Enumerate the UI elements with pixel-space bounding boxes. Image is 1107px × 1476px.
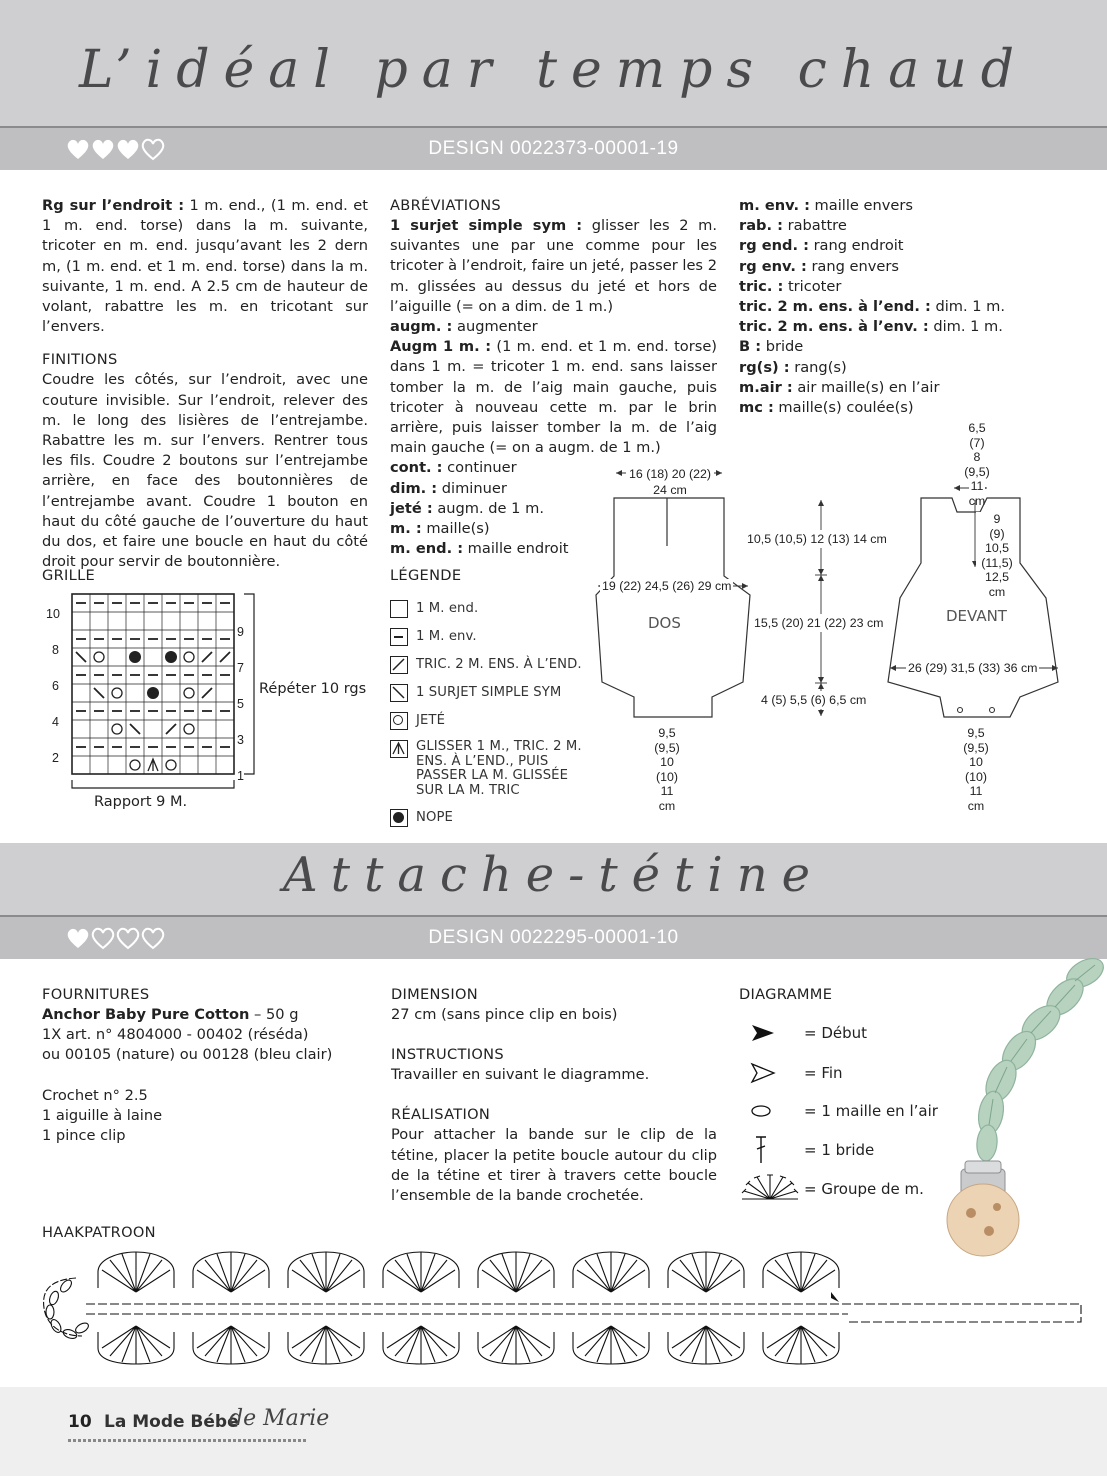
height-measure-2: 15,5 (20) 21 (22) 23 cm	[754, 616, 884, 630]
start-arrow-icon	[740, 1023, 796, 1043]
crochet-chart	[36, 1248, 1086, 1366]
diagram-group: = Groupe de m.	[740, 1173, 924, 1205]
brand-script: de Marie	[229, 1406, 330, 1431]
footer-underline	[68, 1439, 308, 1442]
abbr-item: m. : maille(s)	[390, 520, 490, 538]
grille-heading: GRILLE	[42, 567, 96, 584]
shell-group-icon	[740, 1173, 800, 1205]
legend-k2tog: TRIC. 2 M. ENS. À L’END.	[390, 656, 582, 674]
abbr-item: m. end. : maille endroit	[390, 540, 569, 558]
abbr-item: m. env. : maille envers	[739, 197, 913, 214]
finitions-text: Coudre les côtés, sur l’endroit, avec une couture invisible. Sur l’endroit, relever des m. le long des lisières de l’entrejambe. Rabattre les m. sur l’envers. Rentrer tous les fils. Coudre 2 boutons sur l’entrejambe arrière, en face des boutonnières de l’entrejambe avant. Coudre 1 bouton en haut du côté gauche de l’ouverture du haut du dos, et faire une boucle en haut du côté droit pour servir de boutonnière.	[42, 371, 368, 571]
row-label: 5	[237, 697, 244, 711]
diagramme-heading: DIAGRAMME	[739, 986, 833, 1003]
dos-top-measure: 16 (18) 20 (22) 24 cm	[590, 466, 750, 498]
dos-width-measure: 19 (22) 24,5 (26) 29 cm	[602, 579, 732, 593]
rg-label: Rg sur l’endroit :	[42, 197, 185, 214]
section1-banner	[0, 0, 1107, 126]
k2tog-symbol-icon	[390, 656, 408, 674]
grid-rapport-label: Rapport 9 M.	[94, 794, 188, 810]
abbr-item: dim. : diminuer	[390, 479, 507, 497]
grid-repeat-label: Répéter 10 rgs	[259, 681, 367, 697]
finitions-heading: FINITIONS	[42, 351, 118, 369]
legend-purl: 1 M. env.	[390, 628, 477, 646]
row-label: 3	[237, 733, 244, 747]
knitting-grid	[40, 590, 370, 818]
grid-row-labels-left	[46, 596, 66, 776]
diagram-start: = Début	[740, 1023, 867, 1043]
row-label: 10	[46, 607, 60, 621]
dos-bottom-measure: 9,5 (9,5) 10 (10) 11 cm	[654, 726, 680, 813]
row-label: 2	[52, 751, 59, 765]
knit-symbol-icon	[390, 600, 408, 618]
dos-label: DOS	[648, 614, 681, 632]
height-measure-1: 10,5 (10,5) 12 (13) 14 cm	[747, 532, 887, 546]
end-arrow-icon	[740, 1062, 796, 1084]
section1-design-bar	[0, 126, 1107, 170]
devant-bottom-measure: 9,5 (9,5) 10 (10) 11 cm	[963, 726, 989, 813]
brand-name: La Mode Bébé	[104, 1412, 239, 1432]
legend-yo: JETÉ	[390, 712, 445, 730]
abbr-item: tric. 2 m. ens. à l’end. : dim. 1 m.	[739, 298, 1006, 316]
abbr-item: 1 surjet simple sym : glisser les 2 m. suivantes une par une comme pour les tricoter à l’endroit, faire un jeté, passer les 2 m. glissées au dessus du jeté et hors de l’aiguille (= on a dim. de 1 m.)	[390, 217, 717, 315]
abbr-item: mc : maille(s) coulée(s)	[739, 399, 914, 417]
page-number: 10	[68, 1412, 92, 1432]
col1-text	[42, 196, 368, 585]
section1-title: L’idéal par temps chaud	[79, 40, 1028, 100]
row-label: 6	[52, 679, 59, 693]
col3-abbreviations	[739, 196, 1069, 418]
height-measure-3: 4 (5) 5,5 (6) 6,5 cm	[761, 693, 867, 707]
abbr-heading: ABRÉVIATIONS	[390, 197, 501, 214]
section1-design-code: DESIGN 0022373-00001-19	[428, 138, 679, 159]
abbr-item: rg env. : rang envers	[739, 257, 899, 275]
abbr-item: tric. : tricoter	[739, 277, 842, 295]
page-footer	[0, 1387, 1107, 1476]
legend-sk2p: GLISSER 1 M., TRIC. 2 M. ENS. À L’END., PUIS PASSER LA M. GLISSÉE SUR LA M. TRIC	[390, 740, 586, 798]
abbr-item: jeté : augm. de 1 m.	[390, 499, 544, 517]
abbr-item: rg end. : rang endroit	[739, 237, 904, 255]
instructions-block: DIMENSION 27 cm (sans pince clip en bois) INSTRUCTIONS Travailler en suivant le diagramme. RÉALISATION Pour attacher la bande sur le clip de la tétine, placer la petite boucle autour du clip de la tétine et tirer à travers cette boucle l’ensemble de la bande crochetée.	[391, 986, 717, 1205]
yarn-over-symbol-icon	[390, 712, 408, 730]
legend-knit: 1 M. end.	[390, 600, 478, 618]
abbr-item: cont. : continuer	[390, 459, 517, 477]
rg-text: 1 m. end., (1 m. end. et 1 m. end. torse) dans la m. suivante, tricoter en m. end. jusqu’avant les 2 dern m, (1 m. end. et 1 m. end. torse) dans la m. suivante, 1 m. end. A 2.5 cm de hauteur de volant, rabattre les m. en tricotant sur l’envers.	[42, 197, 368, 336]
devant-top-measure: 6,5 (7) 8 (9,5) 11 cm	[964, 421, 990, 508]
legend-ssk: 1 SURJET SIMPLE SYM	[390, 684, 561, 702]
abbr-item: tric. 2 m. ens. à l’env. : dim. 1 m.	[739, 318, 1003, 336]
fournitures-block: FOURNITURES Anchor Baby Pure Cotton – 50 g 1X art. n° 4804000 - 00402 (réséda) ou 00105 (nature) ou 00128 (bleu clair) Crochet n° 2.5 1 aiguille à laine 1 pince clip	[42, 986, 333, 1145]
diagram-chain: = 1 maille en l’air	[740, 1101, 938, 1121]
double-crochet-icon	[740, 1135, 796, 1165]
abbr-item: rg(s) : rang(s)	[739, 358, 847, 376]
diagram-end: = Fin	[740, 1062, 843, 1084]
abbr-item: Augm 1 m. : (1 m. end. et 1 m. end. torse) dans 1 m. = tricoter 1 m. end. sans laisser tomber la m. de l’aig main gauche, puis tricoter à nouveau cette m. par le brin arrière, puis laisser tomber la m. de l’aig main gauche (= on a augm. de 1 m.)	[390, 338, 717, 457]
row-label: 1	[237, 769, 244, 783]
purl-symbol-icon	[390, 628, 408, 646]
abbr-item: B : bride	[739, 338, 804, 356]
row-label: 7	[237, 661, 244, 675]
ssk-symbol-icon	[390, 684, 408, 702]
devant-neck-measure: 9 (9) 10,5 (11,5) 12,5 cm	[976, 512, 1018, 599]
legend-nope: NOPE	[390, 809, 453, 827]
devant-label: DEVANT	[946, 607, 1007, 625]
pacifier-clip-photo	[925, 955, 1107, 1260]
row-label: 9	[237, 625, 244, 639]
section2-design-bar	[0, 915, 1107, 959]
haakpatroon-heading: HAAKPATROON	[42, 1224, 156, 1241]
row-label: 8	[52, 643, 59, 657]
row-label: 4	[52, 715, 59, 729]
section2-design-code: DESIGN 0022295-00001-10	[428, 927, 679, 948]
section2-title: Attache-tétine	[282, 847, 825, 903]
abbr-item: augm. : augmenter	[390, 318, 538, 336]
devant-width-measure: 26 (29) 31,5 (33) 36 cm	[908, 661, 1038, 675]
abbr-item: rab. : rabattre	[739, 217, 847, 235]
grid-row-labels-right	[237, 614, 257, 794]
sk2p-symbol-icon	[390, 740, 408, 758]
legende-heading: LÉGENDE	[390, 567, 462, 584]
section2-banner	[0, 843, 1107, 915]
abbr-item: m.air : air maille(s) en l’air	[739, 378, 940, 396]
diagram-treble: = 1 bride	[740, 1135, 874, 1165]
chain-stitch-icon	[740, 1101, 796, 1121]
bobble-symbol-icon	[390, 809, 408, 827]
